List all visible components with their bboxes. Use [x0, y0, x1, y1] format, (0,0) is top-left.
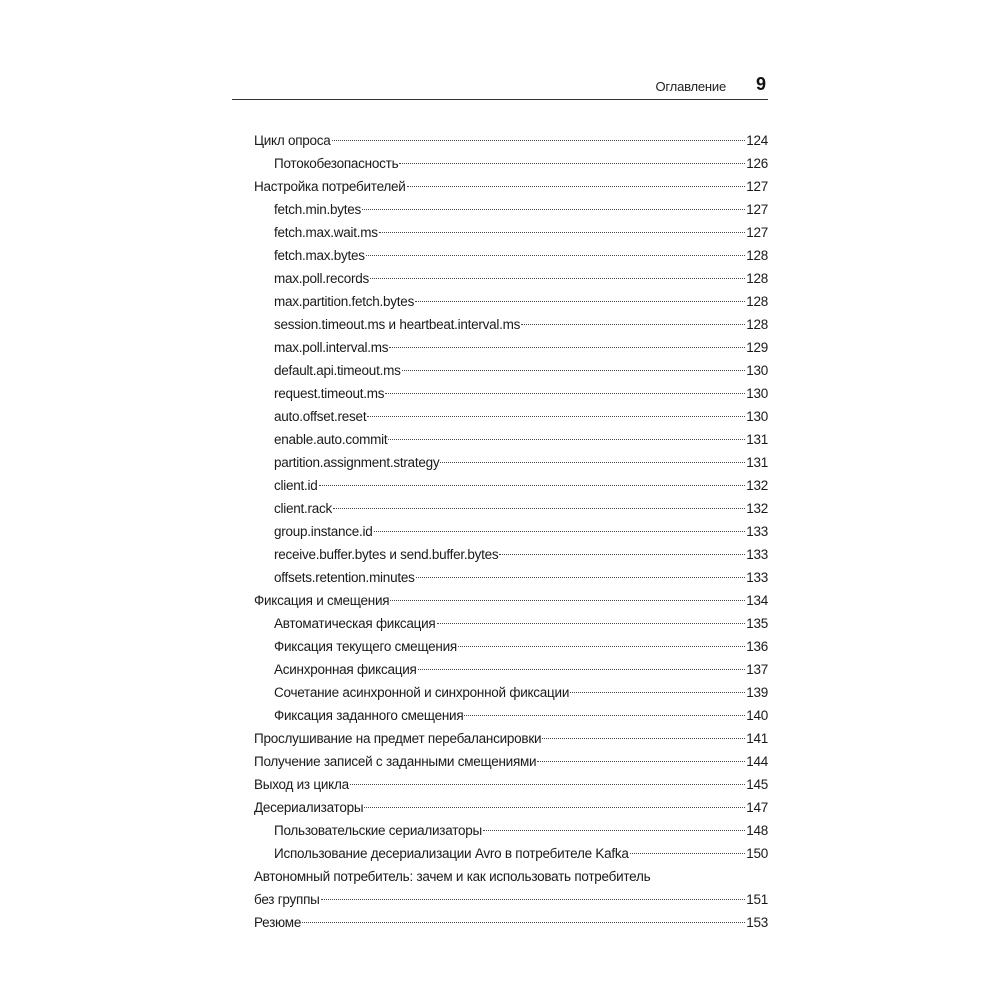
toc-entry-title: Автоматическая фиксация — [274, 616, 436, 631]
toc-entry[interactable] — [254, 152, 768, 175]
toc-entry-page: 150 — [746, 846, 768, 861]
toc-entry-page: 126 — [746, 156, 768, 171]
toc-entry-page: 153 — [746, 915, 768, 930]
dot-leader — [374, 531, 746, 532]
toc-entry-title: fetch.max.bytes — [274, 248, 365, 263]
toc-entry-page: 128 — [746, 294, 768, 309]
toc-entry-title: Использование десериализации Avro в потребителе Kafka — [274, 846, 629, 861]
dot-leader — [362, 209, 745, 210]
dot-leader — [499, 554, 745, 555]
toc-entry-title: request.timeout.ms — [274, 386, 385, 401]
dot-leader — [388, 439, 745, 440]
toc-entry[interactable] — [254, 359, 768, 382]
toc-entry-title: max.partition.fetch.bytes — [274, 294, 415, 309]
toc-entry-title: fetch.min.bytes — [274, 202, 362, 217]
toc-entry[interactable] — [254, 175, 768, 198]
dot-leader — [366, 255, 745, 256]
dot-leader — [416, 577, 746, 578]
toc-entry[interactable] — [254, 658, 768, 681]
toc-entry-page: 128 — [746, 271, 768, 286]
toc-entry[interactable] — [254, 198, 768, 221]
toc-entry[interactable] — [254, 796, 768, 819]
dot-leader — [332, 140, 746, 141]
toc-entry-page: 130 — [746, 386, 768, 401]
dot-leader — [407, 186, 746, 187]
dot-leader — [570, 692, 745, 693]
dot-leader — [521, 324, 745, 325]
toc-entry-page: 127 — [746, 179, 768, 194]
dot-leader — [350, 784, 745, 785]
toc-entry-title: Пользовательские сериализаторы — [274, 823, 482, 838]
toc-entry-title: session.timeout.ms и heartbeat.interval.ms — [274, 317, 521, 332]
toc-entry-page: 147 — [746, 800, 768, 815]
toc-entry[interactable] — [254, 681, 768, 704]
toc-entry-page: 132 — [746, 501, 768, 516]
toc-entry-title: Асинхронная фиксация — [274, 662, 417, 677]
toc-entry-page: 136 — [746, 639, 768, 654]
toc-entry-page: 127 — [746, 225, 768, 240]
dot-leader — [458, 646, 745, 647]
dot-leader — [440, 462, 745, 463]
toc-entry-title: Автономный потребитель: зачем и как использовать потребитель — [254, 869, 651, 884]
toc-entry[interactable] — [254, 290, 768, 313]
dot-leader — [302, 922, 745, 923]
toc-entry-title: Прослушивание на предмет перебалансировки — [254, 731, 542, 746]
toc-entry[interactable] — [254, 428, 768, 451]
toc-entry-page: 130 — [746, 409, 768, 424]
toc-entry[interactable] — [254, 911, 768, 934]
toc-entry[interactable] — [254, 267, 768, 290]
dot-leader — [321, 899, 746, 900]
toc-entry[interactable] — [254, 520, 768, 543]
toc-entry[interactable] — [254, 543, 768, 566]
toc-entry-page: 134 — [746, 593, 768, 608]
toc-entry[interactable] — [254, 635, 768, 658]
running-header — [232, 70, 768, 100]
dot-leader — [379, 232, 745, 233]
toc-entry-title: fetch.max.wait.ms — [274, 225, 378, 240]
toc-entry[interactable] — [254, 221, 768, 244]
toc-entry[interactable] — [254, 750, 768, 773]
toc-entry-page: 127 — [746, 202, 768, 217]
toc-entry-page: 148 — [746, 823, 768, 838]
toc-entry-title: Цикл опроса — [254, 133, 331, 148]
toc-entry-title: auto.offset.reset — [274, 409, 367, 424]
toc-entry[interactable] — [254, 244, 768, 267]
toc-entry-title: Потокобезопасность — [274, 156, 399, 171]
toc-entry[interactable] — [254, 451, 768, 474]
page-number: 9 — [755, 74, 766, 94]
toc-entry-title: receive.buffer.bytes и send.buffer.bytes — [274, 547, 499, 562]
toc-entry-page: 140 — [746, 708, 768, 723]
toc-entry-title: Выход из цикла — [254, 777, 349, 792]
dot-leader — [389, 347, 745, 348]
toc-entry-title: partition.assignment.strategy — [274, 455, 440, 470]
dot-leader — [364, 807, 745, 808]
toc-entry[interactable] — [254, 819, 768, 842]
toc-entry-page: 151 — [746, 892, 768, 907]
toc-entry-title: default.api.timeout.ms — [274, 363, 401, 378]
dot-leader — [390, 600, 745, 601]
toc-entry-page: 141 — [746, 731, 768, 746]
toc-entry-page: 135 — [746, 616, 768, 631]
toc-entry-page: 130 — [746, 363, 768, 378]
toc-entry-page: 131 — [746, 432, 768, 447]
toc-entry[interactable] — [254, 129, 768, 152]
dot-leader — [367, 416, 745, 417]
dot-leader — [370, 278, 745, 279]
toc-entry[interactable] — [254, 382, 768, 405]
dot-leader — [402, 370, 746, 371]
dot-leader — [399, 163, 745, 164]
toc-entry[interactable] — [254, 497, 768, 520]
toc-entry-title: group.instance.id — [274, 524, 373, 539]
toc-entry-title: Настройка потребителей — [254, 179, 406, 194]
toc-entry[interactable] — [254, 727, 768, 750]
toc-entry-title: Получение записей с заданными смещениями — [254, 754, 537, 769]
toc-entry-title: Резюме — [254, 915, 302, 930]
dot-leader — [464, 715, 745, 716]
toc-entry[interactable] — [254, 313, 768, 336]
toc-entry[interactable] — [254, 865, 768, 911]
toc-entry-title: Фиксация текущего смещения — [274, 639, 457, 654]
toc-entry-title: client.id — [274, 478, 318, 493]
dot-leader — [537, 761, 745, 762]
toc-entry-page: 129 — [746, 340, 768, 355]
toc-entry[interactable] — [254, 474, 768, 497]
toc-entry-page: 128 — [746, 248, 768, 263]
dot-leader — [483, 830, 745, 831]
toc-entry-title: Десериализаторы — [254, 800, 364, 815]
toc-entry-page: 133 — [746, 524, 768, 539]
toc-entry-page: 131 — [746, 455, 768, 470]
toc-entry-page: 139 — [746, 685, 768, 700]
toc-entry[interactable] — [254, 566, 768, 589]
toc-entry-title: Фиксация заданного смещения — [274, 708, 464, 723]
toc-entry-title: client.rack — [274, 501, 333, 516]
toc-entry[interactable] — [254, 704, 768, 727]
toc-entry-title: offsets.retention.minutes — [274, 570, 415, 585]
toc-entry[interactable] — [254, 612, 768, 635]
toc-entry-page: 132 — [746, 478, 768, 493]
toc-entry-page: 145 — [746, 777, 768, 792]
toc-entry-title-continued: без группы — [254, 892, 320, 907]
dot-leader — [415, 301, 745, 302]
toc-entry[interactable] — [254, 842, 768, 865]
section-title: Оглавление — [655, 79, 726, 94]
toc-entry[interactable] — [254, 405, 768, 428]
toc-entry-page: 133 — [746, 570, 768, 585]
toc-entry-title: Сочетание асинхронной и синхронной фиксации — [274, 685, 570, 700]
toc-entry-title: max.poll.interval.ms — [274, 340, 389, 355]
dot-leader — [437, 623, 746, 624]
toc-entry-page: 128 — [746, 317, 768, 332]
dot-leader — [418, 669, 746, 670]
toc-entry-page: 144 — [746, 754, 768, 769]
dot-leader — [333, 508, 745, 509]
toc-entry-page: 124 — [746, 133, 768, 148]
toc-entry-title: max.poll.records — [274, 271, 370, 286]
toc-entry-title: Фиксация и смещения — [254, 593, 390, 608]
dot-leader — [385, 393, 745, 394]
table-of-contents — [254, 129, 768, 934]
dot-leader — [630, 853, 746, 854]
dot-leader — [319, 485, 746, 486]
toc-entry[interactable] — [254, 336, 768, 359]
toc-entry-page: 133 — [746, 547, 768, 562]
toc-entry[interactable] — [254, 589, 768, 612]
toc-entry-title: enable.auto.commit — [274, 432, 388, 447]
toc-entry-page: 137 — [746, 662, 768, 677]
dot-leader — [542, 738, 745, 739]
toc-entry[interactable] — [254, 773, 768, 796]
